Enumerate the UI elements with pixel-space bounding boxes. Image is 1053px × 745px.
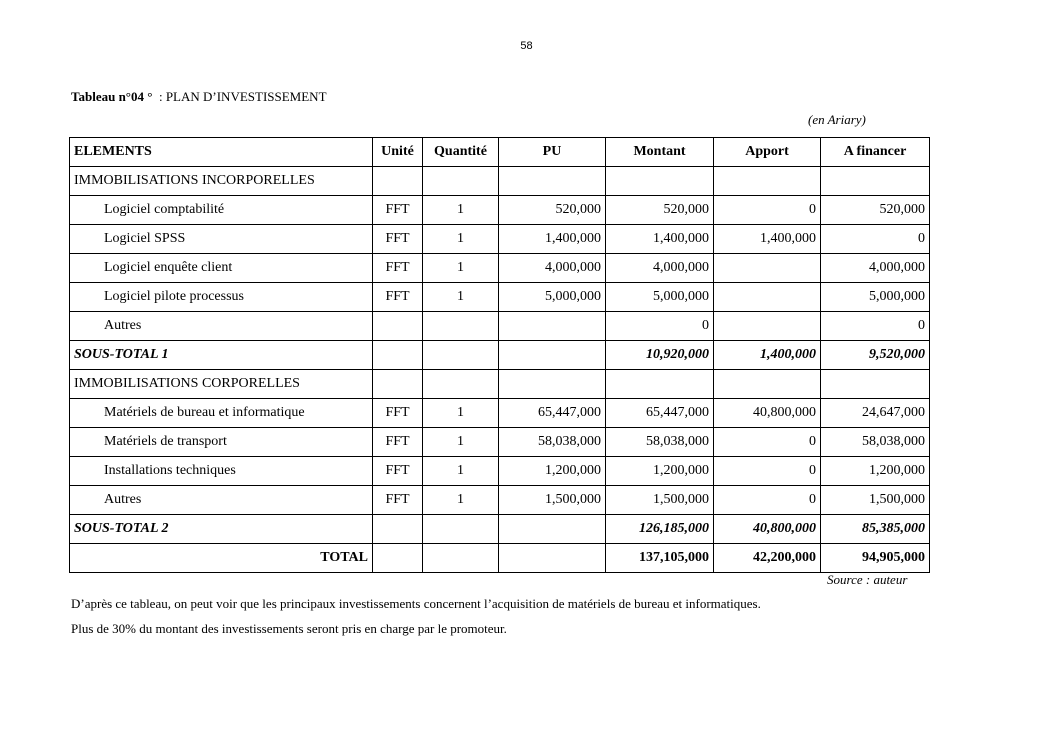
item-label: Installations techniques [70,457,373,486]
cell-montant [606,370,714,399]
cell-quantite: 1 [423,225,499,254]
cell-a-financer: 0 [821,312,930,341]
cell-quantite [423,370,499,399]
cell-montant: 65,447,000 [606,399,714,428]
cell-unite [373,167,423,196]
item-label: Autres [70,312,373,341]
cell-pu: 65,447,000 [499,399,606,428]
cell-a-financer: 520,000 [821,196,930,225]
section-row [70,370,930,399]
cell-unite: FFT [373,196,423,225]
cell-apport [714,370,821,399]
total-label: TOTAL [70,544,373,573]
cell-unite: FFT [373,399,423,428]
cell-a-financer: 1,500,000 [821,486,930,515]
cell-quantite: 1 [423,428,499,457]
column-header-apport: Apport [714,138,821,167]
subtotal-label: SOUS-TOTAL 1 [70,341,373,370]
cell-quantite [423,312,499,341]
cell-quantite: 1 [423,196,499,225]
item-label: Logiciel pilote processus [70,283,373,312]
cell-montant: 10,920,000 [606,341,714,370]
cell-apport: 42,200,000 [714,544,821,573]
cell-a-financer: 1,200,000 [821,457,930,486]
cell-pu: 1,200,000 [499,457,606,486]
cell-quantite [423,167,499,196]
column-header-pu: PU [499,138,606,167]
cell-a-financer: 9,520,000 [821,341,930,370]
total-row [70,544,930,573]
table-row [70,457,930,486]
cell-apport: 1,400,000 [714,225,821,254]
cell-montant: 126,185,000 [606,515,714,544]
cell-unite [373,515,423,544]
column-header-montant: Montant [606,138,714,167]
item-label: Logiciel enquête client [70,254,373,283]
cell-montant: 0 [606,312,714,341]
cell-apport [714,167,821,196]
cell-unite [373,341,423,370]
cell-apport [714,254,821,283]
cell-quantite: 1 [423,399,499,428]
table-row [70,283,930,312]
cell-apport [714,283,821,312]
cell-quantite [423,515,499,544]
cell-apport [714,312,821,341]
table-row [70,312,930,341]
paragraph-promoter-share: Plus de 30% du montant des investissements seront pris en charge par le promoteur. [71,621,507,636]
page-number: 58 [520,40,533,52]
cell-pu [499,515,606,544]
cell-montant [606,167,714,196]
column-header-unite: Unité [373,138,423,167]
cell-pu [499,167,606,196]
cell-quantite: 1 [423,283,499,312]
cell-montant: 1,400,000 [606,225,714,254]
cell-a-financer: 0 [821,225,930,254]
cell-unite: FFT [373,428,423,457]
cell-pu: 5,000,000 [499,283,606,312]
cell-montant: 520,000 [606,196,714,225]
section-label: IMMOBILISATIONS INCORPORELLES [70,167,373,196]
cell-apport: 0 [714,457,821,486]
cell-pu [499,544,606,573]
cell-unite [373,544,423,573]
cell-apport: 40,800,000 [714,399,821,428]
currency-units-note: (en Ariary) [808,112,866,127]
cell-montant: 1,200,000 [606,457,714,486]
investment-plan-table [69,137,930,573]
cell-pu: 520,000 [499,196,606,225]
paragraph-analysis: D’après ce tableau, on peut voir que les principaux investissements concernent l’acquisition de matériels de bureau et informatiques. [71,596,761,611]
item-label: Logiciel SPSS [70,225,373,254]
table-row [70,196,930,225]
cell-pu: 1,400,000 [499,225,606,254]
cell-a-financer [821,167,930,196]
table-row [70,225,930,254]
item-label: Matériels de bureau et informatique [70,399,373,428]
cell-unite: FFT [373,225,423,254]
cell-unite: FFT [373,486,423,515]
subtotal-label: SOUS-TOTAL 2 [70,515,373,544]
table-row [70,399,930,428]
table-caption-title: : PLAN D’INVESTISSEMENT [152,89,327,104]
cell-a-financer: 24,647,000 [821,399,930,428]
cell-unite: FFT [373,254,423,283]
cell-pu [499,341,606,370]
cell-a-financer [821,370,930,399]
table-caption-label: Tableau n°04 ° [71,89,153,104]
cell-pu [499,370,606,399]
table-row [70,254,930,283]
cell-montant: 58,038,000 [606,428,714,457]
source-note: Source : auteur [827,572,908,587]
cell-montant: 4,000,000 [606,254,714,283]
cell-a-financer: 58,038,000 [821,428,930,457]
cell-montant: 137,105,000 [606,544,714,573]
cell-unite [373,370,423,399]
cell-quantite [423,544,499,573]
cell-pu: 4,000,000 [499,254,606,283]
cell-quantite: 1 [423,254,499,283]
section-label: IMMOBILISATIONS CORPORELLES [70,370,373,399]
cell-quantite: 1 [423,457,499,486]
table-row [70,428,930,457]
cell-montant: 5,000,000 [606,283,714,312]
item-label: Logiciel comptabilité [70,196,373,225]
subtotal-row [70,515,930,544]
table-row [70,486,930,515]
cell-a-financer: 4,000,000 [821,254,930,283]
cell-pu [499,312,606,341]
section-row [70,167,930,196]
table-header-row [70,138,930,167]
cell-montant: 1,500,000 [606,486,714,515]
cell-a-financer: 5,000,000 [821,283,930,312]
cell-unite [373,312,423,341]
cell-apport: 0 [714,486,821,515]
cell-apport: 40,800,000 [714,515,821,544]
cell-apport: 0 [714,196,821,225]
item-label: Matériels de transport [70,428,373,457]
column-header-quantite: Quantité [423,138,499,167]
cell-apport: 0 [714,428,821,457]
cell-pu: 1,500,000 [499,486,606,515]
column-header-elements: ELEMENTS [70,138,373,167]
cell-a-financer: 85,385,000 [821,515,930,544]
cell-a-financer: 94,905,000 [821,544,930,573]
subtotal-row [70,341,930,370]
item-label: Autres [70,486,373,515]
column-header-a-financer: A financer [821,138,930,167]
cell-quantite [423,341,499,370]
cell-unite: FFT [373,457,423,486]
cell-pu: 58,038,000 [499,428,606,457]
cell-unite: FFT [373,283,423,312]
cell-apport: 1,400,000 [714,341,821,370]
cell-quantite: 1 [423,486,499,515]
table-caption [71,89,327,105]
